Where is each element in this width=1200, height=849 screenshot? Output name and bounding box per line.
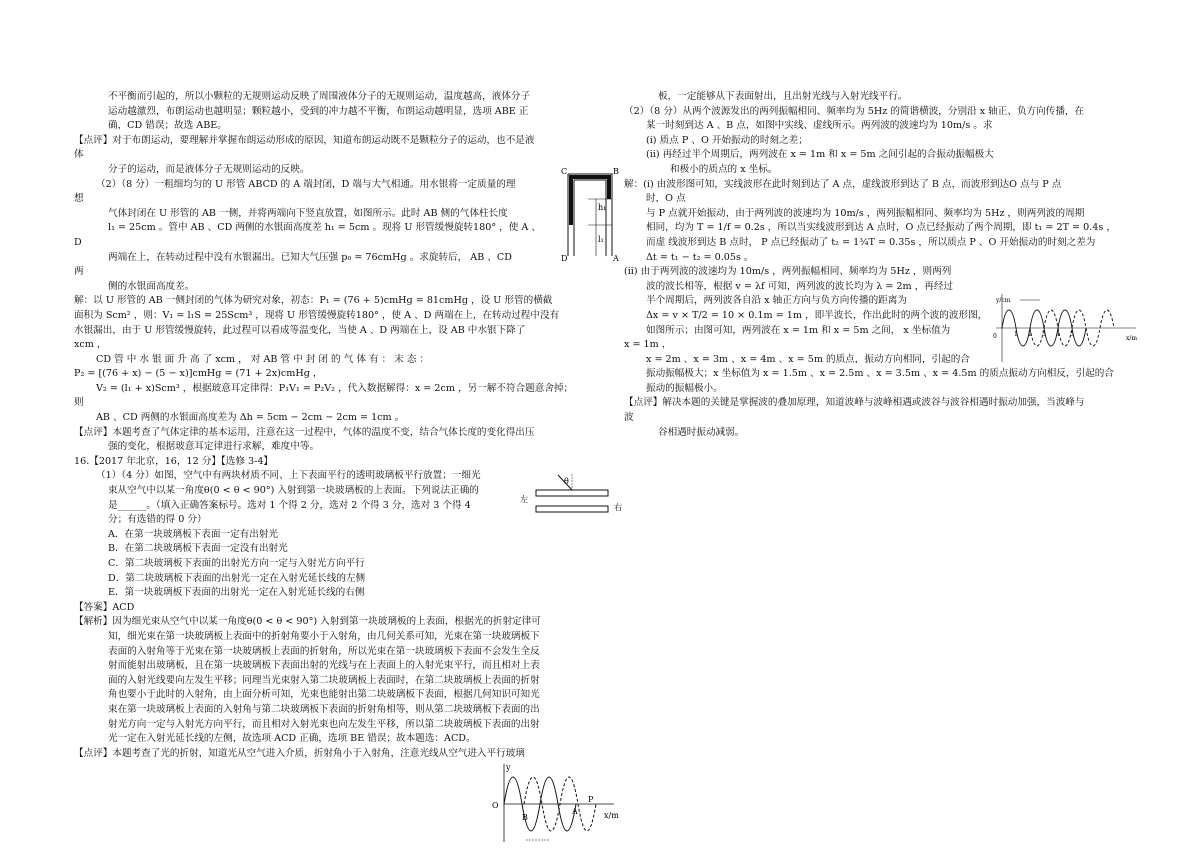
text-line: D bbox=[74, 236, 82, 248]
text-line: 表面的入射角等于光束在第一块玻璃板上表面的折射角，所以光束在第一块玻璃板下表面不会发生全反 bbox=[108, 645, 540, 657]
u-label-a: A bbox=[613, 254, 619, 262]
glass-right: 右 bbox=[614, 503, 622, 512]
text-line: (ii) 由于两列波的波速均为 10m/s ，两列振幅相同、频率均为 5Hz ，则两列 bbox=[624, 266, 952, 278]
text-line: 波的波长相等，根据 v = λf 可知，两列波的波长均为 λ = 2m ，再经过 bbox=[646, 280, 954, 292]
u-label-c: C bbox=[561, 167, 568, 176]
text-line: （2）（8 分）从两个波源发出的两列振幅相同、频率均为 5Hz 的简谐横波，分别沿 x 轴正、负方向传播，在 bbox=[624, 105, 1085, 117]
text-line: 强的变化，根据玻意耳定律进行求解，难度中等。 bbox=[108, 441, 320, 453]
u-label-b: B bbox=[613, 167, 619, 176]
text-line: 是______。（填入正确答案标号。选对 1 个得 2 分，选对 2 个得 3 分，选对 3 个得 4 bbox=[108, 499, 471, 511]
text-line: x = 1m ， bbox=[624, 339, 672, 351]
text-line: 某一时刻到达 A 、B 点，如图中实线、虚线所示。两列波的波速均为 10m/s 。求 bbox=[646, 120, 993, 132]
wave2-4: 4 bbox=[1056, 331, 1060, 338]
text-line: 两端在上，在转动过程中没有水银漏出。已知大气压强 p₀ = 76cmHg 。求旋转后， AB 、CD bbox=[108, 251, 512, 263]
text-line: 【点评】本题考查了气体定律的基本运用，注意在这一过程中，气体的温度不变，结合气体长度的变化得出压 bbox=[74, 426, 535, 438]
text-line: 如图所示；由图可知，两列波在 x = 1m 和 x = 5m 之间， x 坐标值为 bbox=[646, 324, 951, 336]
text-line: 气体封闭在 U 形管的 AB 一侧，并将两端向下竖直放置，如图所示。此时 AB 侧的气体柱长度 bbox=[108, 207, 508, 219]
text-line: 光一定在入射光延长线的左侧，故选项 ACD 正确，选项 BE 错误；故本题选：ACD。 bbox=[108, 733, 476, 745]
text-line: 运动越激烈，布朗运动也越明显；颗粒越小，受到的冲力越不平衡，布朗运动越明显，选项 ABE 正 bbox=[108, 105, 529, 117]
text-line: 板，一定能够从下表面射出，且出射光线与入射光线平行。 bbox=[658, 91, 908, 102]
text-line: CD 管 中 水 银 面 升 高 了 xcm ， 对 AB 管 中 封 闭 的 气 体 有 ： 末 态 ： bbox=[96, 353, 430, 365]
wave2-ycm: y/cm bbox=[996, 297, 1011, 304]
wave2-2: 2 bbox=[1028, 331, 1032, 338]
text-line: 则 bbox=[74, 397, 84, 409]
wave2-1: 1 bbox=[1014, 331, 1018, 338]
text-line: AB 、CD 两侧的水银面高度差为 Δh = 5cm − 2cm − 2cm = 1cm 。 bbox=[96, 412, 405, 424]
text-line: Δx = v × T/2 = 10 × 0.1m = 1m ，即半波长，作出此时的两个波的波形图， bbox=[646, 309, 988, 321]
text-line: 半个周期后，两列波各自沿 x 轴正方向与负方向传播的距离为 bbox=[646, 295, 907, 307]
text-line: 时，O 点 bbox=[646, 193, 686, 205]
wave-figure bbox=[484, 762, 620, 847]
wave2-0: 0 bbox=[993, 333, 997, 340]
text-line: 体 bbox=[74, 149, 84, 161]
text-line: 【点评】解决本题的关键是掌握波的叠加原理，知道波峰与波峰相遇或波谷与波谷相遇时振动加强，当波峰与 bbox=[624, 397, 1085, 409]
text-line: P₂ = [(76 + x) − (5 − x)]cmHg = (71 + 2x)cmHg ， bbox=[74, 368, 323, 380]
u-tube-figure bbox=[560, 166, 620, 262]
text-line: 与 P 点就开始振动，由于两列波的波速均为 10m/s ，两列振幅相同、频率均为 5Hz ，则两列波的周期 bbox=[646, 207, 1085, 219]
wave-y: y bbox=[506, 763, 511, 772]
text-line: x = 2m 、x = 3m 、x = 4m 、x = 5m 的质点，振动方向相同，引起的合 bbox=[646, 353, 970, 365]
wave2-5: 5 bbox=[1070, 331, 1074, 338]
wave2-3: 3 bbox=[1042, 331, 1046, 338]
text-line: 束从空气中以某一角度θ(0 < θ < 90°) 入射到第一块玻璃板的上表面。下列说法正确的 bbox=[108, 485, 479, 497]
u-label-h1: h₁ bbox=[598, 203, 607, 212]
text-line: l₁ = 25cm 。管中 AB 、CD 两侧的水银面高度差 h₁ = 5cm 。现将 U 形管缓慢旋转180° ，使 A 、 bbox=[108, 222, 541, 234]
text-line: B．在第二块玻璃板下表面一定没有出射光 bbox=[108, 543, 288, 555]
text-line: 分子的运动，而是液体分子无规则运动的反映。 bbox=[108, 163, 310, 175]
wave-b: B bbox=[522, 813, 528, 822]
text-line: D．第二块玻璃板下表面的出射光一定在入射光延长线的左侧 bbox=[108, 572, 366, 584]
text-line: 振动振幅极大；x 坐标值为 x = 1.5m 、x = 2.5m 、x = 3.5m 、x = 4.5m 的质点振动方向相反，引起的合 bbox=[646, 368, 1114, 380]
text-line: 水银漏出，由于 U 形管缓慢旋转，此过程可以看成等温变化，当使 A 、D 两端在上，设 AB 中水银下降了 bbox=[74, 324, 526, 336]
text-line: V₂ = (l₁ + x)Scm³ ，根据玻意耳定律得：P₁V₁ = P₂V₂ ，代入数据解得：x = 2cm ，另一解不符合题意舍掉； bbox=[96, 382, 574, 394]
text-line: 束在第一块玻璃板上表面的入射角与第二块玻璃板下表面的折射角相等，则从第二块玻璃板下表面的出 bbox=[108, 703, 540, 715]
text-line: 射而能射出玻璃板，且在第一块玻璃板下表面出射的光线与在上表面上的入射光束平行，而且相对上表 bbox=[108, 660, 540, 672]
text-line: 振动的振幅极小。 bbox=[646, 382, 723, 394]
text-line: 解：以 U 形管的 AB 一侧封闭的气体为研究对象，初态：P₁ = (76 + 5)cmHg = 81cmHg ，设 U 形管的横截 bbox=[74, 295, 553, 307]
text-line: xcm ， bbox=[74, 339, 107, 351]
text-line: 16.【2017 年北京，16，12 分】【选修 3-4】 bbox=[74, 455, 274, 467]
text-line: 面的入射光线要向左发生平移；同理当光束射入第二块玻璃板上表面时，在第二块玻璃板上表面的折射 bbox=[108, 674, 540, 686]
text-line: 相同，均为 T = 1/f = 0.2s ，所以当实线波形到达 A 点时，O 点已经振动了两个周期，即 t₁ = 2T = 0.4s ， bbox=[646, 222, 1116, 234]
glass-theta: θ bbox=[564, 477, 569, 486]
text-line: 【解析】因为细光束从空气中以某一角度θ(0 < θ < 90°) 入射到第一块玻璃板的上表面，根据光的折射定律可 bbox=[74, 616, 541, 628]
text-line: (i) 质点 P 、O 开始振动的时刻之差； bbox=[646, 134, 808, 146]
wave-o: O bbox=[492, 801, 499, 810]
text-line: 面积为 Scm² ，则：V₁ = l₁S = 25Scm³ ，现将 U 形管缓慢旋转180° ，使 A 、D 两端在上，在转动过程中没有 bbox=[74, 309, 560, 321]
wave-p: P bbox=[588, 795, 594, 804]
glass-plates-figure bbox=[518, 472, 628, 520]
text-line: Δt = t₁ − t₂ = 0.05s 。 bbox=[646, 251, 754, 263]
text-line: 谷相遇时振动减弱。 bbox=[658, 426, 745, 438]
glass-left: 左 bbox=[520, 495, 528, 504]
right-column bbox=[624, 90, 1144, 440]
u-label-l1: l₁ bbox=[598, 235, 604, 244]
text-line: 不平衡而引起的，所以小颗粒的无规则运动反映了周围液体分子的无规则运动，温度越高，液体分子 bbox=[108, 91, 531, 102]
wave-xm: x/m bbox=[604, 811, 619, 820]
left-column bbox=[74, 90, 607, 761]
wave2-xm: x/m bbox=[1126, 335, 1138, 342]
text-line: 波 bbox=[624, 412, 634, 424]
text-line: 知，细光束在第一块玻璃板上表面中的折射角要小于入射角，由几何关系可知，光束在第一块玻璃板下 bbox=[108, 630, 540, 642]
text-line: 【答案】ACD bbox=[74, 601, 135, 613]
text-line: 确，CD 错误；故选 ABE。 bbox=[108, 120, 227, 132]
text-line: （1）（4 分）如图，空气中有两块材质不同、上下表面平行的透明玻璃板平行放置；一细光 bbox=[96, 470, 481, 482]
text-line: （2）（8 分）一粗细均匀的 U 形管 ABCD 的 A 端封闭，D 端与大气相通。用水银将一定质量的理 bbox=[96, 178, 516, 190]
text-line: 分；有选错的得 0 分） bbox=[108, 514, 207, 526]
text-line: 而虚 线波形到达 B 点时， P 点已经振动了 t₂ = 1¾T = 0.35s ，所以质点 P 、O 开始振动的时刻之差为 bbox=[646, 236, 1096, 248]
text-line: C．第二块玻璃板下表面的出射光方向一定与入射光方向平行 bbox=[108, 558, 365, 569]
text-line: (ii) 再经过半个周期后，两列波在 x = 1m 和 x = 5m 之间引起的合振动振幅极大 bbox=[646, 149, 994, 161]
text-line: 角也要小于此时的入射角，由上面分析可知，光束也能射出第二块玻璃板下表面，根据几何知识可知光 bbox=[108, 689, 540, 701]
text-line: 【点评】对于布朗运动，要理解并掌握布朗运动形成的原因，知道布朗运动既不是颗粒分子的运动，也不是液 bbox=[74, 134, 535, 146]
text-line: 【点评】本题考查了光的折射，知道光从空气进入介质，折射角小于入射角，注意光线从空气进入平行玻璃 bbox=[74, 747, 525, 759]
text-line: 射光方向一定与入射光方向平行，而且相对入射光束也向左发生平移，所以第二块玻璃板下表面的出射 bbox=[108, 718, 540, 730]
u-label-d: D bbox=[561, 254, 568, 262]
text-line: 侧的水银面高度差。 bbox=[108, 280, 195, 292]
text-line: 解：(i) 由波形图可知，实线波形在此时刻到达了 A 点，虚线波形到达了 B 点，而波形到达O 点与 P 点 bbox=[624, 178, 1062, 190]
text-line: 和极小的质点的 x 坐标。 bbox=[670, 163, 778, 175]
wave2-figure bbox=[990, 292, 1140, 364]
text-line: A．在第一块玻璃板下表面一定有出射光 bbox=[108, 528, 279, 540]
text-line: 两 bbox=[74, 266, 84, 278]
text-line: E．第一块玻璃板下表面的出射光一定在入射光延长线的右侧 bbox=[108, 587, 365, 599]
wave-a: A bbox=[572, 807, 578, 816]
text-line: 想 bbox=[74, 193, 84, 205]
